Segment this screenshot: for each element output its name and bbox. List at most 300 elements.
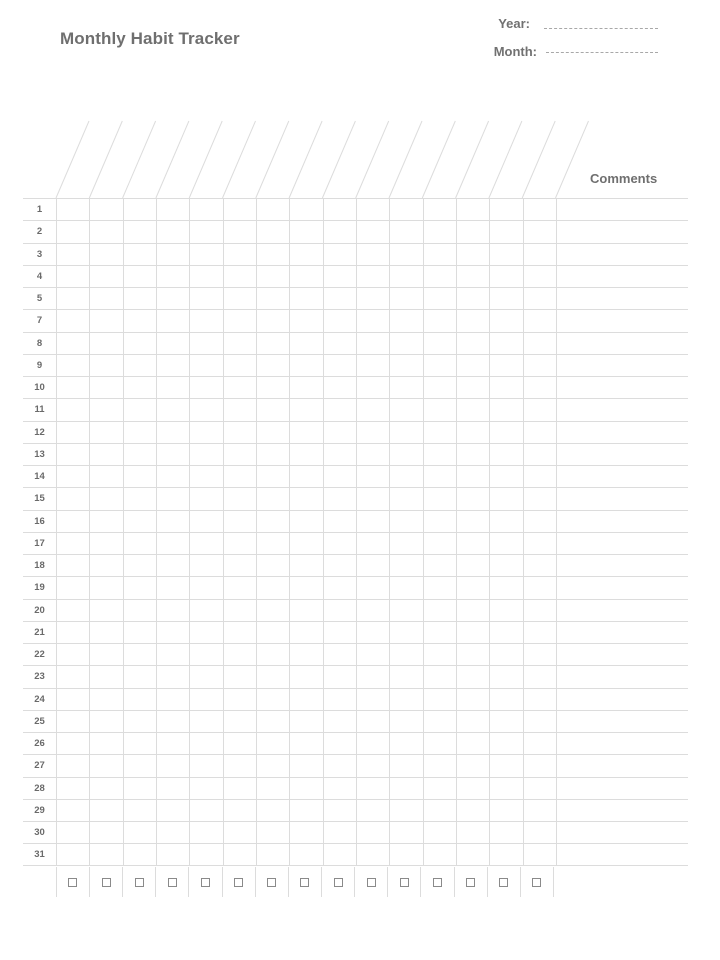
comment-cell[interactable] [556,444,688,465]
habit-cell[interactable] [89,600,122,621]
habit-cell[interactable] [323,288,356,309]
habit-cell[interactable] [456,422,489,443]
habit-cell[interactable] [423,511,456,532]
habit-cell[interactable] [289,666,322,687]
habit-cell[interactable] [423,822,456,843]
habit-cell[interactable] [189,666,222,687]
habit-cell[interactable] [256,399,289,420]
habit-cell[interactable] [489,244,522,265]
habit-cell[interactable] [156,555,189,576]
habit-cell[interactable] [123,555,156,576]
habit-cell[interactable] [123,355,156,376]
habit-cell[interactable] [389,778,422,799]
habit-cell[interactable] [423,399,456,420]
habit-cell[interactable] [156,600,189,621]
habit-cell[interactable] [523,399,556,420]
habit-cell[interactable] [523,800,556,821]
habit-cell[interactable] [289,600,322,621]
habit-cell[interactable] [489,399,522,420]
habit-cell[interactable] [56,778,89,799]
habit-cell[interactable] [289,644,322,665]
habit-cell[interactable] [256,355,289,376]
habit-cell[interactable] [189,711,222,732]
comment-cell[interactable] [556,466,688,487]
habit-cell[interactable] [189,488,222,509]
comment-cell[interactable] [556,577,688,598]
habit-cell[interactable] [489,755,522,776]
habit-cell[interactable] [389,310,422,331]
habit-cell[interactable] [456,266,489,287]
comment-cell[interactable] [556,333,688,354]
habit-cell[interactable] [323,711,356,732]
habit-cell[interactable] [223,288,256,309]
habit-cell[interactable] [423,244,456,265]
habit-cell[interactable] [323,511,356,532]
habit-cell[interactable] [256,711,289,732]
habit-cell[interactable] [256,288,289,309]
habit-cell[interactable] [223,733,256,754]
habit-cell[interactable] [356,577,389,598]
habit-cell[interactable] [123,822,156,843]
habit-cell[interactable] [156,822,189,843]
habit-cell[interactable] [223,800,256,821]
habit-cell[interactable] [323,600,356,621]
habit-cell[interactable] [156,577,189,598]
habit-cell[interactable] [456,711,489,732]
habit-cell[interactable] [389,355,422,376]
habit-cell[interactable] [156,288,189,309]
habit-cell[interactable] [123,199,156,220]
habit-cell[interactable] [123,533,156,554]
habit-cell[interactable] [423,555,456,576]
habit-cell[interactable] [123,288,156,309]
habit-cell[interactable] [256,778,289,799]
habit-cell[interactable] [389,244,422,265]
habit-cell[interactable] [356,533,389,554]
habit-cell[interactable] [356,511,389,532]
habit-cell[interactable] [189,422,222,443]
habit-cell[interactable] [289,555,322,576]
habit-cell[interactable] [256,644,289,665]
habit-cell[interactable] [323,733,356,754]
habit-cell[interactable] [123,622,156,643]
habit-cell[interactable] [523,266,556,287]
habit-cell[interactable] [89,689,122,710]
habit-cell[interactable] [323,355,356,376]
habit-cell[interactable] [223,689,256,710]
checkbox-icon[interactable] [499,878,508,887]
habit-cell[interactable] [189,444,222,465]
habit-cell[interactable] [89,800,122,821]
habit-cell[interactable] [489,689,522,710]
habit-cell[interactable] [289,689,322,710]
habit-cell[interactable] [523,466,556,487]
habit-cell[interactable] [523,444,556,465]
habit-cell[interactable] [456,778,489,799]
habit-cell[interactable] [389,488,422,509]
comment-cell[interactable] [556,288,688,309]
habit-cell[interactable] [423,199,456,220]
habit-cell[interactable] [523,689,556,710]
habit-cell[interactable] [489,377,522,398]
habit-cell[interactable] [56,422,89,443]
habit-cell[interactable] [456,755,489,776]
habit-cell[interactable] [89,244,122,265]
habit-cell[interactable] [89,333,122,354]
habit-cell[interactable] [223,422,256,443]
habit-cell[interactable] [456,577,489,598]
habit-cell[interactable] [489,310,522,331]
habit-cell[interactable] [323,244,356,265]
habit-cell[interactable] [56,221,89,242]
habit-cell[interactable] [323,755,356,776]
habit-cell[interactable] [56,555,89,576]
habit-cell[interactable] [56,844,89,864]
habit-cell[interactable] [123,266,156,287]
habit-cell[interactable] [56,666,89,687]
habit-cell[interactable] [523,822,556,843]
habit-cell[interactable] [489,733,522,754]
habit-cell[interactable] [256,488,289,509]
habit-cell[interactable] [289,422,322,443]
habit-cell[interactable] [289,822,322,843]
habit-cell[interactable] [523,555,556,576]
habit-cell[interactable] [356,199,389,220]
habit-cell[interactable] [489,533,522,554]
habit-cell[interactable] [323,622,356,643]
habit-cell[interactable] [156,399,189,420]
habit-cell[interactable] [256,800,289,821]
habit-cell[interactable] [489,844,522,864]
habit-cell[interactable] [356,221,389,242]
habit-cell[interactable] [156,355,189,376]
habit-cell[interactable] [389,644,422,665]
habit-cell[interactable] [523,600,556,621]
habit-cell[interactable] [356,600,389,621]
habit-cell[interactable] [423,755,456,776]
comment-cell[interactable] [556,644,688,665]
comment-cell[interactable] [556,600,688,621]
habit-cell[interactable] [423,800,456,821]
habit-cell[interactable] [56,199,89,220]
comment-cell[interactable] [556,310,688,331]
habit-cell[interactable] [56,333,89,354]
habit-cell[interactable] [523,244,556,265]
habit-cell[interactable] [489,800,522,821]
checkbox-icon[interactable] [334,878,343,887]
habit-cell[interactable] [289,221,322,242]
habit-cell[interactable] [156,310,189,331]
habit-cell[interactable] [423,622,456,643]
habit-cell[interactable] [256,511,289,532]
habit-cell[interactable] [323,422,356,443]
habit-cell[interactable] [289,244,322,265]
habit-cell[interactable] [256,444,289,465]
habit-cell[interactable] [423,778,456,799]
habit-cell[interactable] [156,800,189,821]
habit-cell[interactable] [56,800,89,821]
habit-cell[interactable] [423,600,456,621]
habit-cell[interactable] [523,422,556,443]
habit-cell[interactable] [456,689,489,710]
habit-cell[interactable] [423,288,456,309]
habit-cell[interactable] [189,644,222,665]
habit-cell[interactable] [189,622,222,643]
habit-cell[interactable] [489,822,522,843]
habit-cell[interactable] [189,244,222,265]
habit-cell[interactable] [156,711,189,732]
habit-cell[interactable] [389,199,422,220]
habit-cell[interactable] [523,488,556,509]
habit-cell[interactable] [323,199,356,220]
habit-cell[interactable] [456,310,489,331]
habit-cell[interactable] [356,666,389,687]
habit-cell[interactable] [423,422,456,443]
habit-cell[interactable] [289,511,322,532]
habit-cell[interactable] [156,199,189,220]
comment-cell[interactable] [556,822,688,843]
habit-cell[interactable] [89,310,122,331]
habit-cell[interactable] [289,800,322,821]
habit-cell[interactable] [56,600,89,621]
habit-cell[interactable] [356,266,389,287]
habit-cell[interactable] [323,221,356,242]
habit-cell[interactable] [89,355,122,376]
habit-cell[interactable] [289,199,322,220]
habit-cell[interactable] [389,666,422,687]
habit-cell[interactable] [223,266,256,287]
habit-cell[interactable] [456,733,489,754]
comment-cell[interactable] [556,533,688,554]
comment-cell[interactable] [556,555,688,576]
habit-cell[interactable] [56,399,89,420]
habit-cell[interactable] [56,377,89,398]
checkbox-icon[interactable] [466,878,475,887]
habit-cell[interactable] [289,444,322,465]
comment-cell[interactable] [556,244,688,265]
habit-cell[interactable] [289,488,322,509]
habit-cell[interactable] [223,199,256,220]
habit-cell[interactable] [223,221,256,242]
habit-cell[interactable] [389,444,422,465]
habit-cell[interactable] [123,310,156,331]
habit-cell[interactable] [89,622,122,643]
habit-cell[interactable] [289,399,322,420]
habit-cell[interactable] [56,355,89,376]
habit-cell[interactable] [356,711,389,732]
habit-cell[interactable] [423,333,456,354]
habit-cell[interactable] [256,555,289,576]
habit-cell[interactable] [523,577,556,598]
habit-cell[interactable] [356,822,389,843]
habit-cell[interactable] [456,822,489,843]
habit-cell[interactable] [389,466,422,487]
habit-cell[interactable] [56,733,89,754]
habit-cell[interactable] [256,422,289,443]
habit-cell[interactable] [223,844,256,864]
habit-cell[interactable] [323,377,356,398]
habit-cell[interactable] [423,577,456,598]
habit-cell[interactable] [89,288,122,309]
habit-cell[interactable] [523,310,556,331]
habit-cell[interactable] [389,844,422,864]
habit-cell[interactable] [389,733,422,754]
habit-cell[interactable] [189,533,222,554]
comment-cell[interactable] [556,622,688,643]
habit-cell[interactable] [289,466,322,487]
habit-cell[interactable] [56,266,89,287]
habit-cell[interactable] [423,310,456,331]
habit-cell[interactable] [89,466,122,487]
habit-cell[interactable] [56,244,89,265]
habit-cell[interactable] [423,733,456,754]
habit-cell[interactable] [223,244,256,265]
habit-cell[interactable] [389,266,422,287]
habit-cell[interactable] [156,511,189,532]
habit-cell[interactable] [223,600,256,621]
habit-cell[interactable] [323,577,356,598]
habit-cell[interactable] [523,511,556,532]
habit-cell[interactable] [289,755,322,776]
habit-cell[interactable] [289,711,322,732]
habit-cell[interactable] [223,355,256,376]
habit-cell[interactable] [189,844,222,864]
habit-cell[interactable] [56,533,89,554]
habit-cell[interactable] [156,689,189,710]
habit-cell[interactable] [56,310,89,331]
comment-cell[interactable] [556,800,688,821]
habit-cell[interactable] [323,822,356,843]
habit-cell[interactable] [456,444,489,465]
habit-cell[interactable] [523,644,556,665]
habit-cell[interactable] [156,244,189,265]
checkbox-icon[interactable] [532,878,541,887]
habit-cell[interactable] [89,422,122,443]
habit-cell[interactable] [56,644,89,665]
habit-cell[interactable] [489,488,522,509]
habit-cell[interactable] [256,221,289,242]
habit-cell[interactable] [489,333,522,354]
habit-cell[interactable] [456,199,489,220]
habit-cell[interactable] [89,778,122,799]
habit-cell[interactable] [223,577,256,598]
habit-cell[interactable] [189,577,222,598]
habit-cell[interactable] [323,533,356,554]
habit-cell[interactable] [456,288,489,309]
habit-cell[interactable] [489,666,522,687]
habit-cell[interactable] [289,733,322,754]
habit-cell[interactable] [456,644,489,665]
checkbox-icon[interactable] [168,878,177,887]
habit-cell[interactable] [523,355,556,376]
habit-cell[interactable] [389,600,422,621]
habit-cell[interactable] [489,444,522,465]
habit-cell[interactable] [456,844,489,864]
habit-cell[interactable] [256,377,289,398]
habit-cell[interactable] [156,666,189,687]
habit-cell[interactable] [323,800,356,821]
habit-cell[interactable] [456,555,489,576]
habit-cell[interactable] [123,422,156,443]
habit-cell[interactable] [523,288,556,309]
habit-cell[interactable] [156,644,189,665]
habit-cell[interactable] [89,488,122,509]
habit-cell[interactable] [289,288,322,309]
habit-cell[interactable] [356,310,389,331]
habit-cell[interactable] [256,533,289,554]
habit-cell[interactable] [56,466,89,487]
habit-cell[interactable] [89,533,122,554]
habit-cell[interactable] [356,689,389,710]
checkbox-icon[interactable] [433,878,442,887]
checkbox-icon[interactable] [400,878,409,887]
habit-cell[interactable] [356,488,389,509]
comment-cell[interactable] [556,422,688,443]
habit-cell[interactable] [356,244,389,265]
habit-cell[interactable] [256,333,289,354]
habit-cell[interactable] [156,266,189,287]
comment-cell[interactable] [556,488,688,509]
habit-cell[interactable] [256,666,289,687]
habit-cell[interactable] [456,221,489,242]
checkbox-icon[interactable] [102,878,111,887]
habit-cell[interactable] [456,399,489,420]
habit-cell[interactable] [156,466,189,487]
habit-cell[interactable] [389,822,422,843]
habit-cell[interactable] [189,600,222,621]
habit-cell[interactable] [523,221,556,242]
habit-cell[interactable] [423,666,456,687]
checkbox-icon[interactable] [267,878,276,887]
habit-cell[interactable] [123,577,156,598]
habit-cell[interactable] [423,689,456,710]
habit-cell[interactable] [156,844,189,864]
habit-cell[interactable] [123,333,156,354]
habit-cell[interactable] [123,800,156,821]
habit-cell[interactable] [389,555,422,576]
habit-cell[interactable] [189,733,222,754]
habit-cell[interactable] [389,711,422,732]
habit-cell[interactable] [389,288,422,309]
habit-cell[interactable] [189,199,222,220]
habit-cell[interactable] [523,666,556,687]
habit-cell[interactable] [256,577,289,598]
habit-cell[interactable] [523,622,556,643]
habit-cell[interactable] [223,511,256,532]
habit-cell[interactable] [256,844,289,864]
checkbox-icon[interactable] [68,878,77,887]
habit-cell[interactable] [323,778,356,799]
habit-cell[interactable] [456,622,489,643]
habit-cell[interactable] [456,600,489,621]
habit-cell[interactable] [323,689,356,710]
habit-cell[interactable] [523,844,556,864]
habit-cell[interactable] [489,355,522,376]
habit-cell[interactable] [489,511,522,532]
habit-cell[interactable] [256,310,289,331]
habit-cell[interactable] [456,333,489,354]
habit-cell[interactable] [389,689,422,710]
habit-cell[interactable] [356,555,389,576]
habit-cell[interactable] [223,444,256,465]
habit-cell[interactable] [356,733,389,754]
habit-cell[interactable] [423,266,456,287]
habit-cell[interactable] [523,755,556,776]
habit-cell[interactable] [56,577,89,598]
habit-cell[interactable] [123,711,156,732]
habit-cell[interactable] [189,355,222,376]
habit-cell[interactable] [123,444,156,465]
